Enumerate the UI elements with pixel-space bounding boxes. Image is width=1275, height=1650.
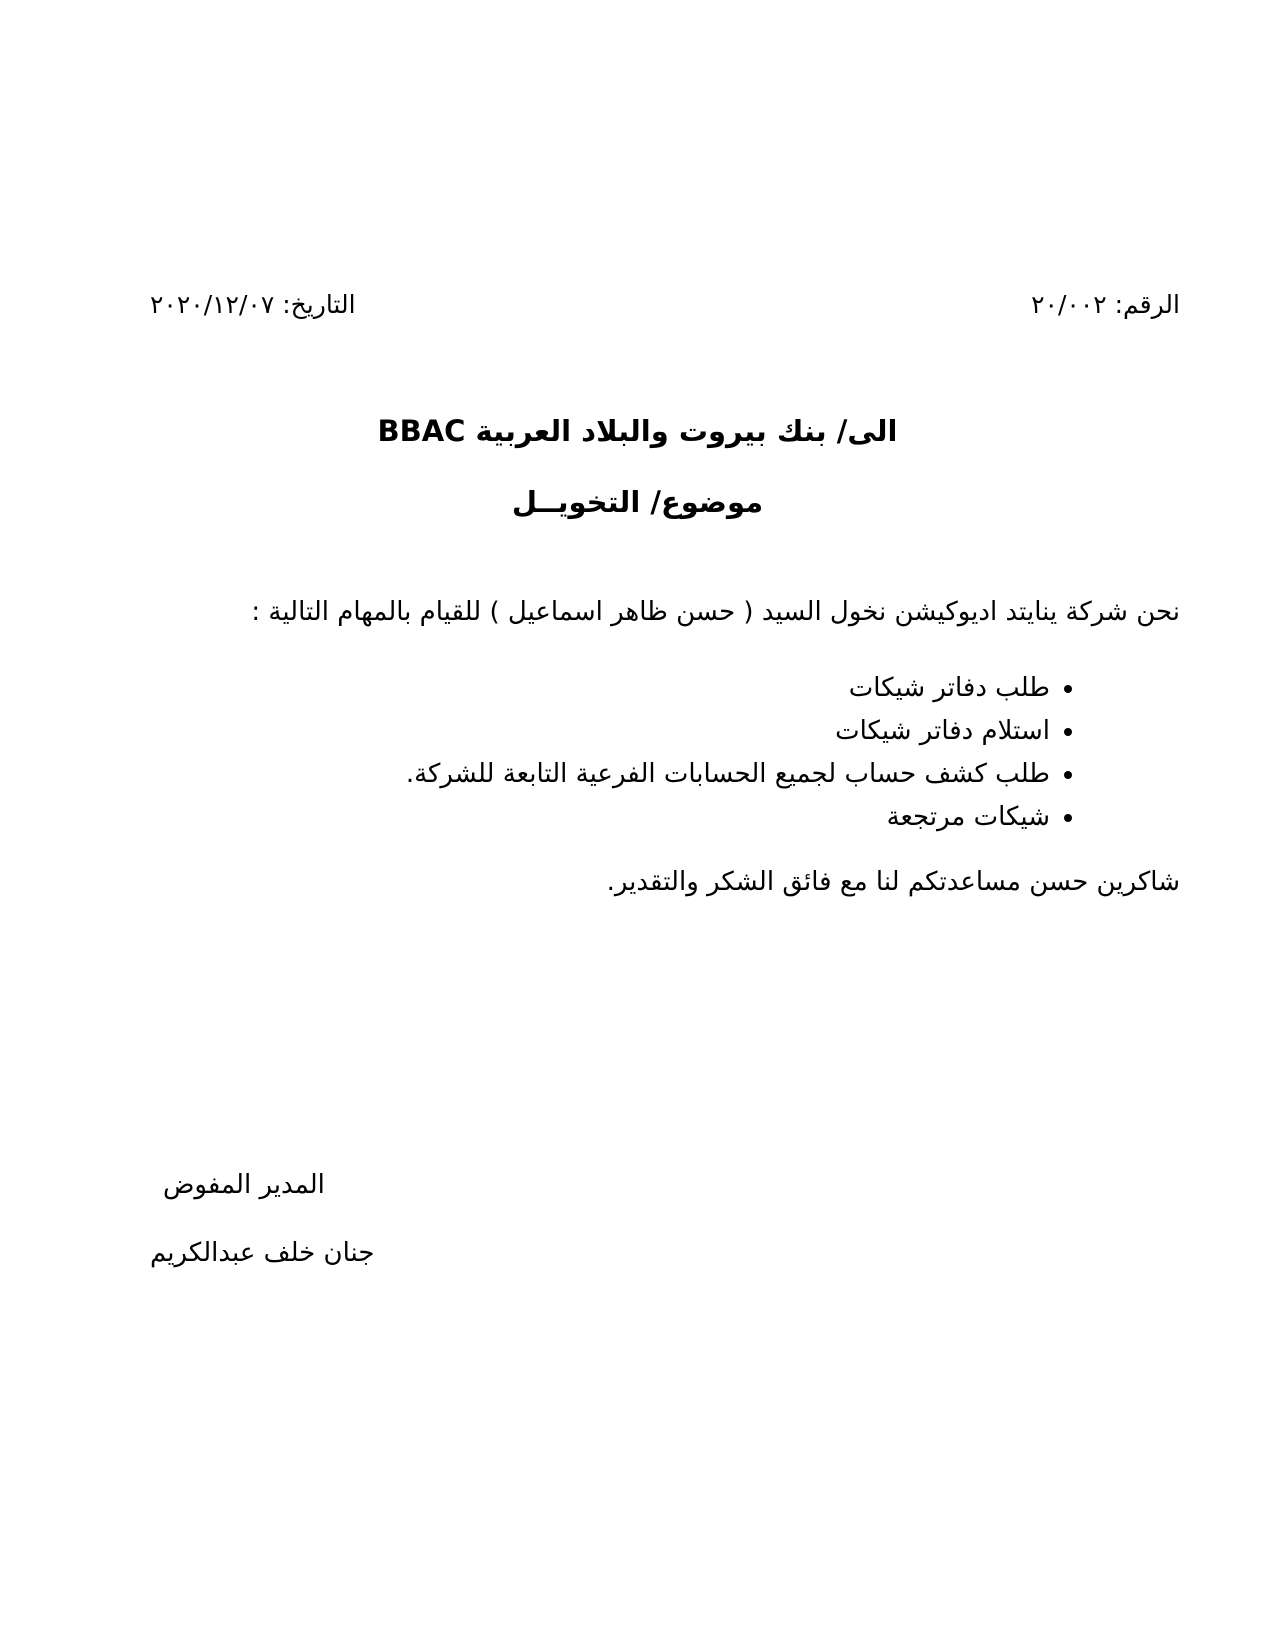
signature-name: جنان خلف عبدالكريم — [150, 1238, 375, 1268]
closing-paragraph: شاكرين حسن مساعدتكم لنا مع فائق الشكر والتقدير. — [606, 867, 1180, 897]
task-item-receive-checkbooks: • استلام دفاتر شيكات — [95, 717, 1050, 747]
subject-title: موضوع/ التخويــل — [511, 484, 764, 519]
intro-paragraph: نحن شركة ينايتد اديوكيشن نخول السيد ( حسن ظاهر اسماعيل ) للقيام بالمهام التالية : — [251, 597, 1180, 627]
task-item-request-checkbooks: • طلب دفاتر شيكات — [95, 674, 1050, 704]
title-block — [95, 414, 1180, 520]
task-list — [95, 674, 1180, 846]
document-number: الرقم: ٢٠/٠٠٢ — [1031, 290, 1180, 319]
task-item-account-statement: • طلب كشف حساب لجميع الحسابات الفرعية التابعة للشركة. — [95, 760, 1050, 790]
document-header — [150, 290, 1180, 320]
signature-role: المدير المفوض — [163, 1170, 325, 1200]
document-date: التاريخ: ٢٠٢٠/١٢/٠٧ — [150, 290, 356, 319]
task-item-returned-checks: • شيكات مرتجعة — [95, 803, 1050, 833]
recipient-title: الى/ بنك بيروت والبلاد العربية BBAC — [377, 414, 898, 448]
